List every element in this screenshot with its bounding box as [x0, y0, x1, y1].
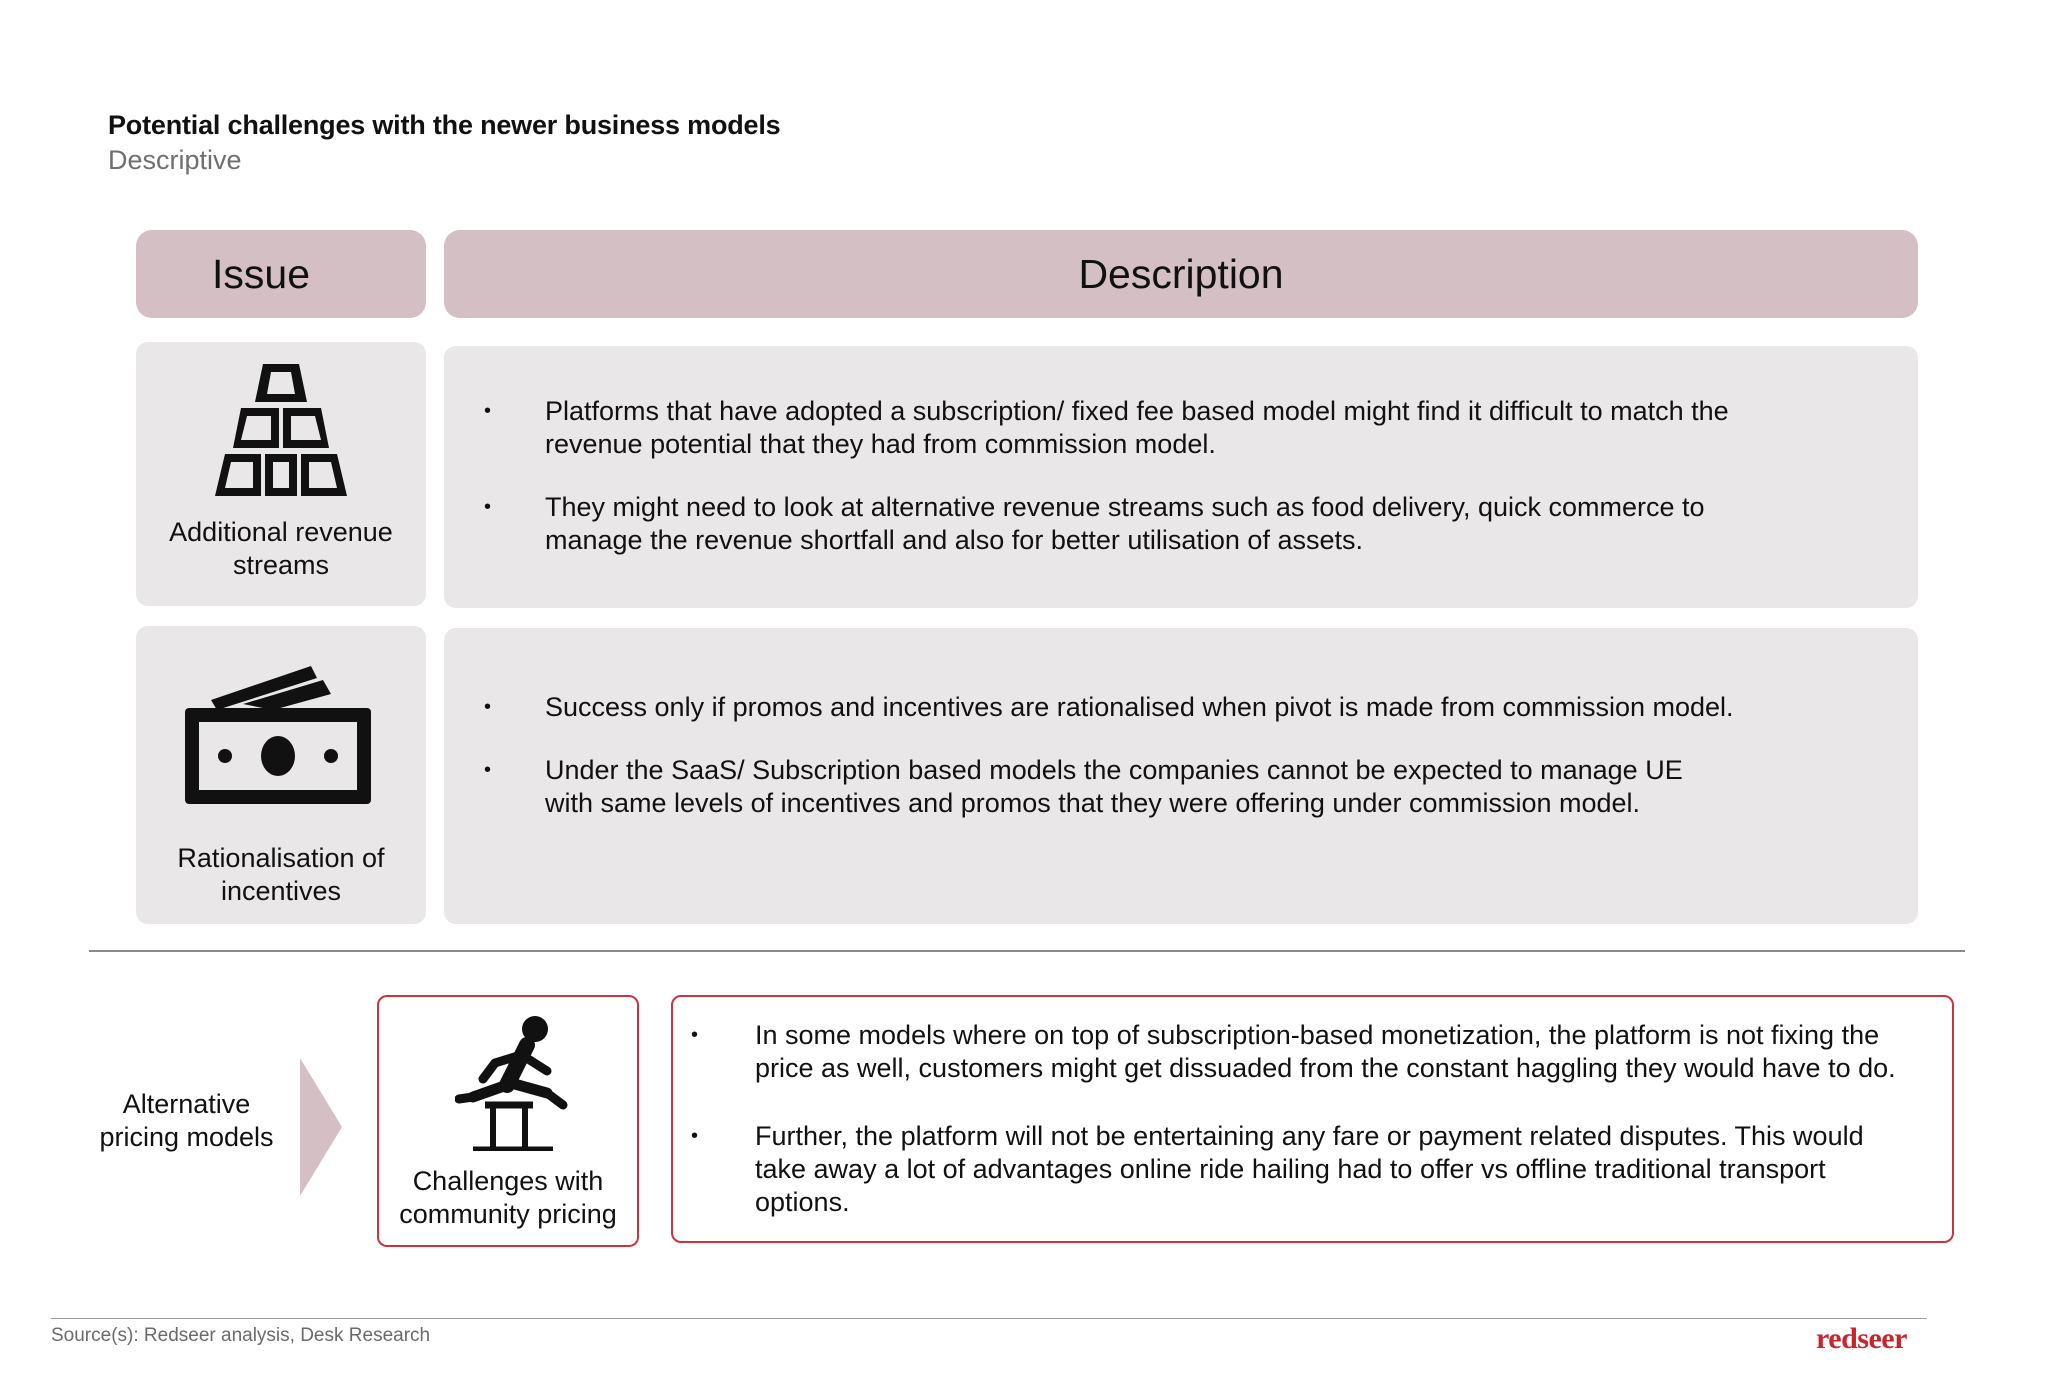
cash-money-icon [183, 664, 373, 809]
issue-card-revenue-streams [136, 342, 426, 606]
section-divider [89, 950, 1965, 952]
bullet-list [673, 1019, 1952, 1254]
bullet-icon: • [484, 696, 492, 718]
column-header-description [444, 230, 1918, 318]
bullet-icon: • [484, 496, 492, 518]
column-header-issue [136, 230, 426, 318]
list-item [444, 754, 1918, 820]
page-title: Potential challenges with the newer business models [108, 110, 781, 140]
page-subtitle: Descriptive [108, 145, 242, 175]
issue-label-revenue-streams: Additional revenue streams [169, 517, 393, 580]
description-card-community-pricing [671, 995, 1954, 1243]
issue-card-incentives [136, 626, 426, 924]
issue-label-community-pricing: Challenges with community pricing [399, 1166, 617, 1229]
bullet-text: Further, the platform will not be entertaining any fare or payment related disputes. This would take away a lot of advantages online ride hailing had to offer vs offline traditional transport options. [755, 1121, 1864, 1217]
column-header-description-label: Description [1078, 250, 1284, 297]
bullet-icon: • [691, 1125, 699, 1147]
bullet-list [444, 691, 1918, 850]
bullet-text: Success only if promos and incentives are rationalised when pivot is made from commission model. [545, 692, 1734, 722]
bullet-text: Platforms that have adopted a subscription/ fixed fee based model might find it difficult to match the revenue potential that they had from commission model. [545, 396, 1729, 459]
chevron-right-icon [300, 1058, 342, 1201]
issue-card-community-pricing [377, 995, 639, 1247]
issue-label-incentives: Rationalisation of incentives [177, 843, 385, 906]
bullet-text: Under the SaaS/ Subscription based models the companies cannot be expected to manage UE with same levels of incentives and promos that they were offering under commission model. [545, 755, 1683, 818]
bullet-icon: • [691, 1024, 699, 1046]
list-item [673, 1019, 1952, 1085]
bullet-list [444, 395, 1918, 587]
list-item [444, 491, 1918, 557]
bullet-icon: • [484, 759, 492, 781]
hurdle-jumper-icon [455, 1015, 571, 1156]
list-item [673, 1120, 1952, 1219]
column-header-issue-label: Issue [212, 250, 310, 297]
list-item [444, 691, 1918, 724]
redseer-logo: redseer [1816, 1322, 1907, 1355]
footer-divider [51, 1318, 1927, 1319]
description-card-incentives [444, 628, 1918, 924]
alternative-pricing-label: Alternative pricing models [99, 1089, 274, 1152]
gold-bars-stack-icon [211, 364, 351, 501]
source-note: Source(s): Redseer analysis, Desk Research [51, 1325, 431, 1346]
description-card-revenue-streams [444, 346, 1918, 608]
list-item [444, 395, 1918, 461]
bullet-icon: • [484, 400, 492, 422]
bullet-text: They might need to look at alternative revenue streams such as food delivery, quick commerce to manage the revenue shortfall and also for better utilisation of assets. [545, 492, 1705, 555]
bullet-text: In some models where on top of subscription-based monetization, the platform is not fixing the price as well, customers might get dissuaded from the constant haggling they would have to do. [755, 1020, 1896, 1083]
